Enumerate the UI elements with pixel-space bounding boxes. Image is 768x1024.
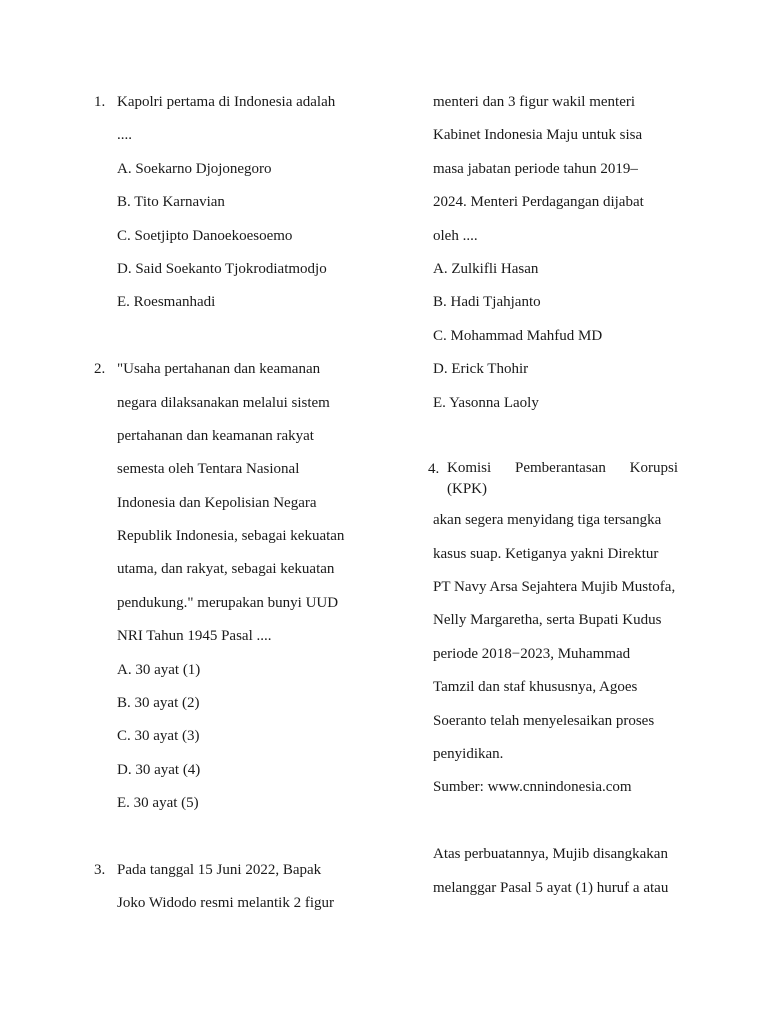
- question-text-line: Nelly Margaretha, serta Bupati Kudus: [433, 612, 662, 629]
- answer-option-e: E. Yasonna Laoly: [433, 394, 539, 411]
- spacer: [94, 826, 364, 859]
- right-column: [428, 91, 683, 910]
- answer-option-a: A. Zulkifli Hasan: [433, 260, 539, 277]
- question-text-line: utama, dan rakyat, sebagai kekuatan: [117, 561, 335, 578]
- question-text-line: Kabinet Indonesia Maju untuk sisa: [433, 127, 643, 144]
- question-text-line: 2024. Menteri Perdagangan dijabat: [433, 194, 644, 211]
- question-text-line: oleh ....: [433, 227, 478, 244]
- heading-word: Korupsi: [629, 460, 678, 477]
- answer-option-e: E. 30 ayat (5): [117, 795, 199, 812]
- question-text-line: pendukung." merupakan bunyi UUD: [117, 594, 339, 611]
- question-text-line: Pada tanggal 15 Juni 2022, Bapak: [117, 861, 322, 878]
- question-text-line: NRI Tahun 1945 Pasal ....: [117, 628, 272, 645]
- left-column: [94, 91, 364, 926]
- question-text-line: PT Navy Arsa Sejahtera Mujib Mustofa,: [433, 579, 676, 596]
- question-text-line: pertahanan dan keamanan rakyat: [117, 427, 314, 444]
- question-text-line: Tamzil dan staf khususnya, Agoes: [433, 679, 638, 696]
- spacer: [94, 325, 364, 358]
- question-4-body: [433, 509, 683, 910]
- answer-option-b: B. 30 ayat (2): [117, 695, 200, 712]
- question-text-line: masa jabatan periode tahun 2019–: [433, 160, 638, 177]
- answer-option-d: D. Said Soekanto Tjokrodiatmodjo: [117, 260, 327, 277]
- question-text-line: Soeranto telah menyelesaikan proses: [433, 712, 655, 729]
- spacer: [433, 425, 683, 458]
- question-text-line: Atas perbuatannya, Mujib disangkakan: [433, 846, 668, 863]
- answer-option-a: A. Soekarno Djojonegoro: [117, 160, 272, 177]
- answer-option-d: D. 30 ayat (4): [117, 761, 201, 778]
- answer-option-d: D. Erick Thohir: [433, 361, 529, 378]
- question-text-line: akan segera menyidang tiga tersangka: [433, 512, 662, 529]
- question-text-line: Joko Widodo resmi melantik 2 figur: [117, 895, 335, 912]
- heading-line: [447, 458, 678, 479]
- answer-option-c: C. Mohammad Mahfud MD: [433, 327, 603, 344]
- heading-word: Pemberantasan: [515, 460, 606, 477]
- heading-word: Komisi: [447, 460, 492, 477]
- answer-option-c: C. Soetjipto Danoekoesoemo: [117, 227, 293, 244]
- question-number: 2.: [94, 361, 106, 378]
- source-citation: Sumber: www.cnnindonesia.com: [433, 779, 632, 796]
- question-text-line: semesta oleh Tentara Nasional: [117, 461, 300, 478]
- question-text-line: menteri dan 3 figur wakil menteri: [433, 94, 636, 110]
- heading-line: (KPK): [447, 481, 487, 498]
- question-text-line: negara dilaksanakan melalui sistem: [117, 394, 330, 411]
- question-text-line: kasus suap. Ketiganya yakni Direktur: [433, 545, 659, 562]
- question-3: [94, 859, 364, 926]
- question-4-heading: [428, 458, 678, 500]
- question-text-line: Kapolri pertama di Indonesia adalah: [117, 94, 336, 110]
- answer-option-a: A. 30 ayat (1): [117, 661, 201, 678]
- question-3-continued: [433, 91, 683, 425]
- question-text-line: melanggar Pasal 5 ayat (1) huruf a atau: [433, 879, 669, 896]
- question-text-line: "Usaha pertahanan dan keamanan: [117, 361, 321, 378]
- question-text-line: Republik Indonesia, sebagai kekuatan: [117, 528, 345, 545]
- answer-option-c: C. 30 ayat (3): [117, 728, 200, 745]
- answer-option-b: B. Tito Karnavian: [117, 194, 225, 211]
- question-text-line: Indonesia dan Kepolisian Negara: [117, 494, 317, 511]
- question-number: 1.: [94, 94, 106, 110]
- answer-option-e: E. Roesmanhadi: [117, 294, 216, 311]
- question-number: 4.: [428, 461, 440, 478]
- spacer: [433, 810, 683, 843]
- question-2: [94, 358, 364, 825]
- question-number: 3.: [94, 861, 106, 878]
- answer-option-b: B. Hadi Tjahjanto: [433, 294, 541, 311]
- question-text-line: ....: [117, 127, 132, 144]
- question-1: [94, 91, 364, 325]
- question-text-line: periode 2018−2023, Muhammad: [433, 645, 631, 662]
- question-text-line: penyidikan.: [433, 746, 504, 763]
